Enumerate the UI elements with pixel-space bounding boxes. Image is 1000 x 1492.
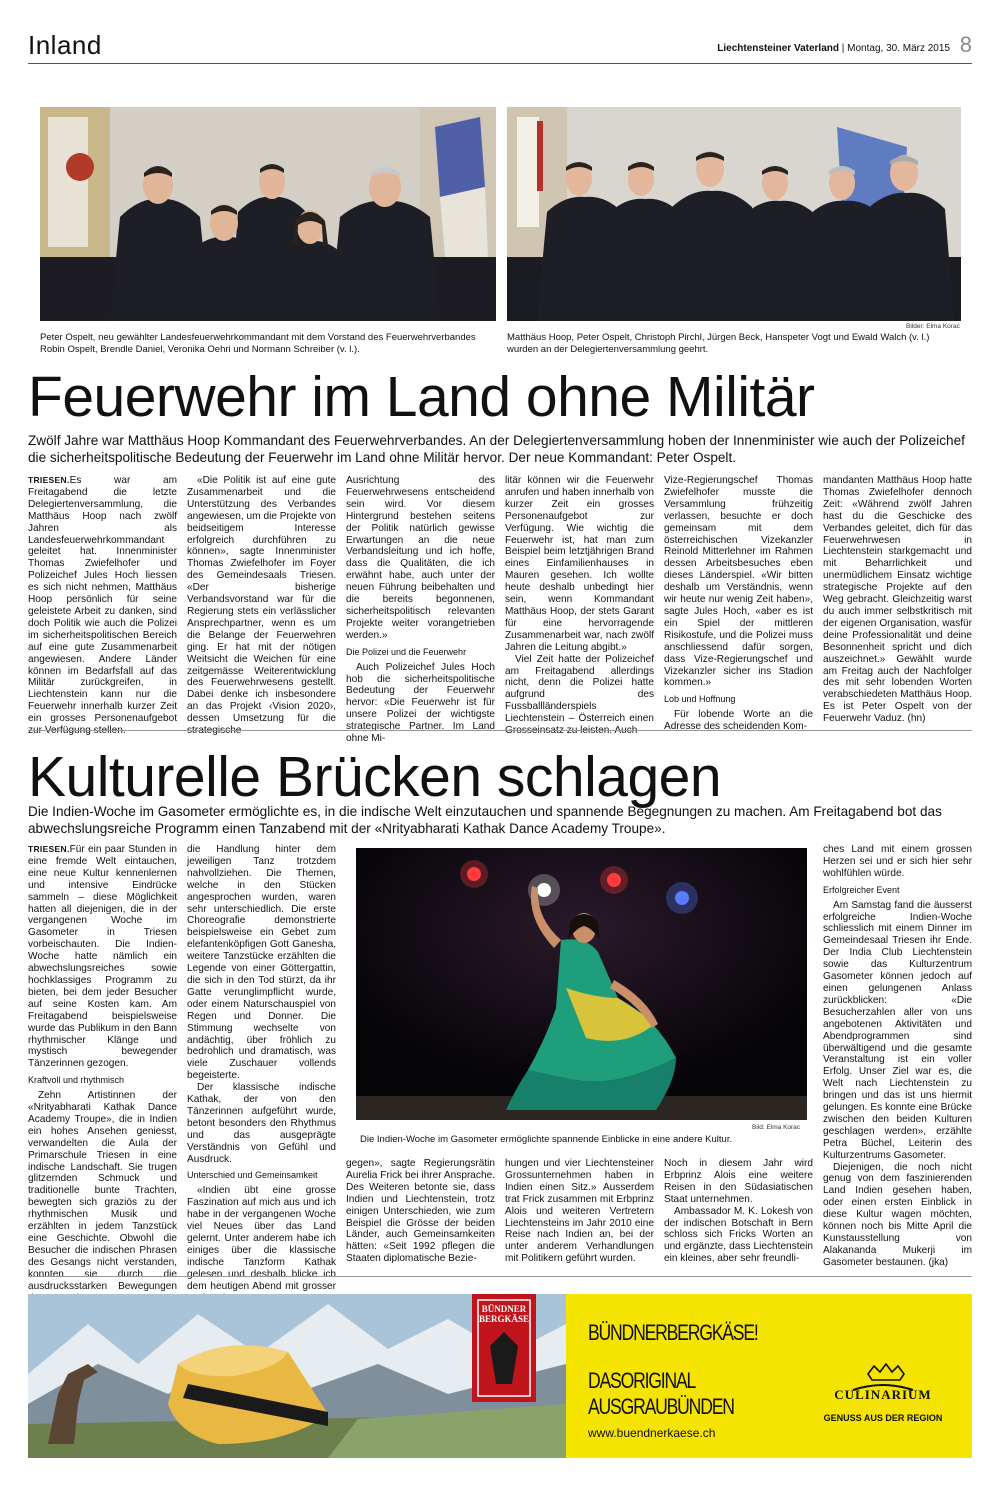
text-column: die Handlung hinter dem jeweiligen Tanz trotzdem nahvollziehen. Die Themen, welche in den Stücken angesprochen wurden, waren sehr unterschiedlich. Die erste Choreografie demonstrierte beispielsweise ein Gebet zum elefantenköpfigen Gott Ganesha, weitere Tanzstücke erzählten die Legende von einer Göttergattin, die sich in den Tod stürzt, da ihr Gatte verunglimpflicht wurde, oder einem Naturschauspiel von Regen und Donner. Die Stimmung wechselte von andächtig, über fröhlich zu bedrohlich und dramatisch, was viele Zuschauer vollends begeisterte. Der klassische indische Kathak, der von den Tänzerinnen aufgeführt wurde, betont besonders den Rhythmus und das ausgeprägte Verständnis von Gefühl und Ausdruck. Unterschied und Gemeinsamkeit «Indien übt eine grosse Faszination auf mich aus und ich habe in der vergangenen Woche viel Neues über das Land gelernt. Unter anderem habe ich einiges über die klassische indische Tanzform Kathak gelesen und deshalb blicke ich dem heutigen Abend mit grosser — [187, 844, 336, 1292]
ad-slogan-2: DASORIGINAL AUSGRAUBÜNDEN — [588, 1368, 734, 1419]
text-column: Vize-Regierungschef Thomas Zwiefelhofer musste die Versammlung frühzeitig verlassen, besuchte er doch gemeinsam mit dem österreichischen Vizekanzler Reinold Mitterlehner im Rahmen dessen Arbeitsbesuches eben dieses Länderspiel. «Wir bitten deshalb um Verständnis, wenn wir heute nur wenig Zeit haben», sagte Jules Hoch, «aber es ist ein Spiel der mittleren Risikostufe, und die Polizei muss anschliessend dafür sorgen, dass Vize-Regierungschef und Vizekanzler sicher ins Stadion kommen.» Lob und Hoffnung Für lobende Worte an die Adresse des scheidenden Kom- — [664, 475, 813, 733]
publication-name: Liechtensteiner Vaterland — [717, 43, 839, 54]
text-column: TRIESEN.Es war am Freitagabend die letzte Delegiertenversammlung, die Matthäus Hoop nach zwölf Jahren als Landesfeuerwehrkommandant geleitet hat. Innenminister Thomas Zwiefelhofer und Polizeichef Jules Hoch liessen es sich nicht nehmen, Matthäus Hoop persönlich für seine geleistete Arbeit zu danken, sind doch Politik wie auch die Polizei im sicherheitspolitischen Bereich auf eine gute Zusammenarbeit angewiesen. Andere Länder können im Bedarfsfall auf das Militär zurückgreifen, in Liechtenstein kann nur die Feuerwehr innerhalb kurzer Zeit ein grosses Personenaufgebot zur Verfügung stellen. — [28, 475, 177, 737]
text-column: TRIESEN.Für ein paar Stunden in eine fremde Welt eintauchen, eine neue Kultur kennenlernen und intensive Eindrücke sammeln – diese Möglichkeit hatten all diejenigen, die in der vergangenen Woche im Gasometer in Triesen vorbeischauten. Die Indien-Woche hatte nämlich ein abwechslungsreiches sowie hochklassiges Programm zu bieten, bei dem jeder Besucher auf seine Kosten kam. Am Freitagabend beispielsweise wurde das Publikum in den Bann rhythmischer Klänge und mystisch bewegender Tänzerinnen gezogen. Kraftvoll und rhythmisch Zehn Artistinnen der «Nrityabharati Kathak Dance Academy Troupe», die in Indien ein hohes Ansehen geniesst, verwandelten die Aula der Primarschule Triesen in eine indische Landschaft. Sie trugen glitzernden Schmuck und traditionelle bunte Trachten, bewegten sich graziös zu der rhythmischen Musik und erzählten in jedem Tanzstück eine Geschichte. Obwohl die Besucher die indischen Phrasen des Gesangs nicht verstanden, konnten sie durch die ausdrucksstarken Bewegungen — [28, 844, 177, 1292]
photo-dancer — [356, 848, 807, 1120]
ad-url-link[interactable]: www.buendnerkaese.ch — [588, 1426, 716, 1440]
article-body — [28, 475, 972, 745]
subheading: Kraftvoll und rhythmisch — [28, 1075, 125, 1086]
dateline: TRIESEN. — [28, 475, 70, 485]
dateline: TRIESEN. — [28, 844, 70, 854]
text-column: litär können wir die Feuerwehr anrufen und haben innerhalb von kurzer Zeit ein grosses Personenaufgebot zur Verfügung. Wie wichtig die Feuerwehr ist, hat man zum Beispiel beim letztjährigen Brand eines Einfamilienhauses in Mauren gesehen. Ich wollte heute deshalb unbedingt hier sein, wenn Kommandant Matthäus Hoop, der stets Garant für eine hervorragende Zusammenarbeit war, nach zwölf Jahren die Leitung abgibt.» Viel Zeit hatte der Polizeichef am Freitagabend allerdings nicht, denn die Polizei hatte aufgrund des Fussballländerspiels Liechtenstein – Österreich einen Grosseinsatz zu leisten. Auch — [505, 475, 654, 737]
photo-vorstand — [40, 107, 496, 321]
ad-divider — [28, 1276, 972, 1277]
article-lead: Zwölf Jahre war Matthäus Hoop Kommandant des Feuerwehrverbandes. An der Delegiertenversammlung hoben der Innenminister wie auch der Polizeichef die sicherheitspolitische Bedeutung der Feuerwehr im Land ohne Militär hervor. Der neue Kommandant: Peter Ospelt. — [28, 433, 965, 465]
photo-caption-right: Matthäus Hoop, Peter Ospelt, Christoph Pirchl, Jürgen Beck, Hanspeter Vogt und Ewald Walch (v. l.) wurden an der Delegiertenversammlung geehrt. — [507, 332, 930, 355]
section-title: Inland — [28, 30, 102, 60]
issue-date: Montag, 30. März 2015 — [847, 43, 950, 54]
advertisement-banner[interactable] — [28, 1294, 972, 1458]
text-column: Noch in diesem Jahr wird Erbprinz Alois eine weitere Reisen in den Südasiatischen Staat unternehmen. Ambassador M. K. Lokesh von der indischen Botschaft in Bern schloss sich Fricks Worten an und ergänzte, dass Liechtenstein ein kleines, aber sehr freundli- — [664, 1158, 813, 1265]
subheading: Erfolgreicher Event — [823, 884, 900, 895]
page-number: 8 — [959, 32, 972, 57]
text-column: ches Land mit einem grossen Herzen sei und er sich hier sehr wohlfühlen würde. Erfolgreicher Event Am Samstag fand die äusserst erfolgreiche Indien-Woche schliesslich mit einem Dinner im Gemeindesaal Triesen ihr Ende. Der India Club Liechtenstein sowie das Kulturzentrum Gasometer können jedoch auf einen gelungenen Anlass zurückblicken: «Die Besucherzahlen aller von uns angebotenen Aktivitäten und Abendprogrammen sind überwältigend und die gesamte Veranstaltung ist ein voller Erfolg. Unser Ziel war es, die Welt nach Liechtenstein zu bringen und das ist uns hiermit gelungen. Es konnte eine Brücke zwischen den beiden Kulturen geschlagen werden», erzählte Petra Büchel, Leiterin des Kulturzentrums Gasometer. Diejenigen, die noch nicht genug von dem faszinierenden Land Indien gesehen haben, oder einen ersten Einblick in diese Kultur wagen möchten, können noch bis Mitte April die Kunstausstellung von Alakananda Mukerji im Gasometer bestaunen. (jka) — [823, 844, 972, 1268]
text-column: Ausrichtung des Feuerwehrwesens entscheidend sein wird. Vor diesem Hintergrund bestehen seitens der Politik natürlich gewisse Erwartungen an die neue Verbandsleitung und ich hoffe, dass die Qualitäten, die ich erwähnt habe, auch unter der neuen Führung beibehalten und die bereits begonnenen, sicherheitspolitisch relevanten Projekte weiter vorangetrieben werden.» Die Polizei und die Feuerwehr Auch Polizeichef Jules Hoch hob die sicherheitspolitische Bedeutung der Feuerwehr hervor: «Die Feuerwehr ist für unsere Polizei der wichtigste strategische Partner. Im Land ohne Mi- — [346, 475, 495, 745]
text-column: hungen und vier Liechtensteiner Grossunternehmen haben in Indien einen Sitz.» Ausserdem trat Frick zusammen mit Erbprinz Alois und weiteren Vertretern Liechtensteins im Jahr 2010 eine Reise nach Indien an, bei der unter anderem Verhandlungen mit Politikern geführt wurden. — [505, 1158, 654, 1265]
article-headline: Feuerwehr im Land ohne Militär — [28, 365, 815, 429]
photo-credit: Bild: Elma Korac — [752, 1124, 801, 1131]
article-lead: Die Indien-Woche im Gasometer ermöglichte es, in die indische Welt einzutauchen und spannende Begegnungen zu machen. Am Freitagabend bot das abwechslungsreiche Programm einen Tanzabend mit der «Nrityabharati Kathak Dance Academy Troupe». — [28, 804, 942, 836]
subheading: Unterschied und Gemeinsamkeit — [187, 1170, 318, 1181]
article-divider — [28, 730, 972, 731]
text-column: mandanten Matthäus Hoop hatte Thomas Zwiefelhofer dennoch Zeit: «Während zwölf Jahren hast du die Geschicke des Verbandes geleitet, dich für das Feuerwehrwesen in Liechtenstein starkgemacht und mit Beharrlichkeit und unermüdlichem Einsatz wichtige strategische Projekte auf den Weg gebracht. Gleichzeitig warst du auch immer selbstkritisch mit der eigenen Organisation, wasfür deine Professionalität und deine Besonnenheit spricht und dich auszeichnet.» Gewählt wurde am Freitag auch der Nachfolger des mit sehr lobenden Worten verabschiedeten Matthäus Hoop. Es ist Peter Ospelt von der Feuerwehr Vaduz. (hn) — [823, 475, 972, 725]
culinarium-logo: CULINARIUM GENUSS AUS DER REGION — [818, 1360, 948, 1423]
ad-slogan: BÜNDNERBERGKÄSE! — [588, 1320, 758, 1345]
bergkaese-logo: BÜNDNER BERGKÄSE — [478, 1304, 529, 1324]
photo-credit: Bilder: Elma Korac — [906, 323, 960, 330]
photo-caption-left: Peter Ospelt, neu gewählter Landesfeuerwehrkommandant mit dem Vorstand des Feuerwehrverbandes Robin Ospelt, Brendle Daniel, Veronika Oehri und Normann Schreiber (v. l.). — [40, 332, 476, 355]
photo-caption: Die Indien-Woche im Gasometer ermöglichte spannende Einblicke in eine andere Kultur. — [360, 1134, 733, 1145]
subheading: Die Polizei und die Feuerwehr — [346, 646, 467, 657]
text-column: gegen», sagte Regierungsrätin Aurelia Frick bei ihrer Ansprache. Des Weiteren betonte sie, dass Indien und Liechtenstein, trotz einigen Unterschieden, wie zum Beispiel die Grösse der beiden Länder, auch Gemeinsamkeiten hätten: «Seit 1992 pflegen die Staaten diplomatische Bezie- — [346, 1158, 495, 1265]
article-headline: Kulturelle Brücken schlagen — [28, 745, 722, 809]
publication-date-line: Liechtensteiner Vaterland | Montag, 30. März 2015 — [717, 43, 950, 54]
subheading: Lob und Hoffnung — [664, 694, 736, 705]
photo-geehrte — [507, 107, 961, 321]
page-header — [28, 30, 972, 64]
text-column: «Die Politik ist auf eine gute Zusammenarbeit und die Unterstützung des Verbandes angewiesen, um die Projekte von beidseitigem Interesse erfolgreich durchführen zu können», sagte Innenminister Thomas Zwiefelhofer im Foyer des Gemeindesaals Triesen. «Der bisherige Verbandsvorstand war für die Regierung stets ein verlässlicher Ansprechpartner, wenn es um die Belange der Feuerwehren ging. Er hat mit der nötigen Weitsicht die Weichen für eine zeitgemässe Weiterentwicklung des Feuerwehrwesens gestellt. Dabei denke ich insbesondere an das Projekt ‹Vision 2020›, dessen Umsetzung für die strategische — [187, 475, 336, 737]
